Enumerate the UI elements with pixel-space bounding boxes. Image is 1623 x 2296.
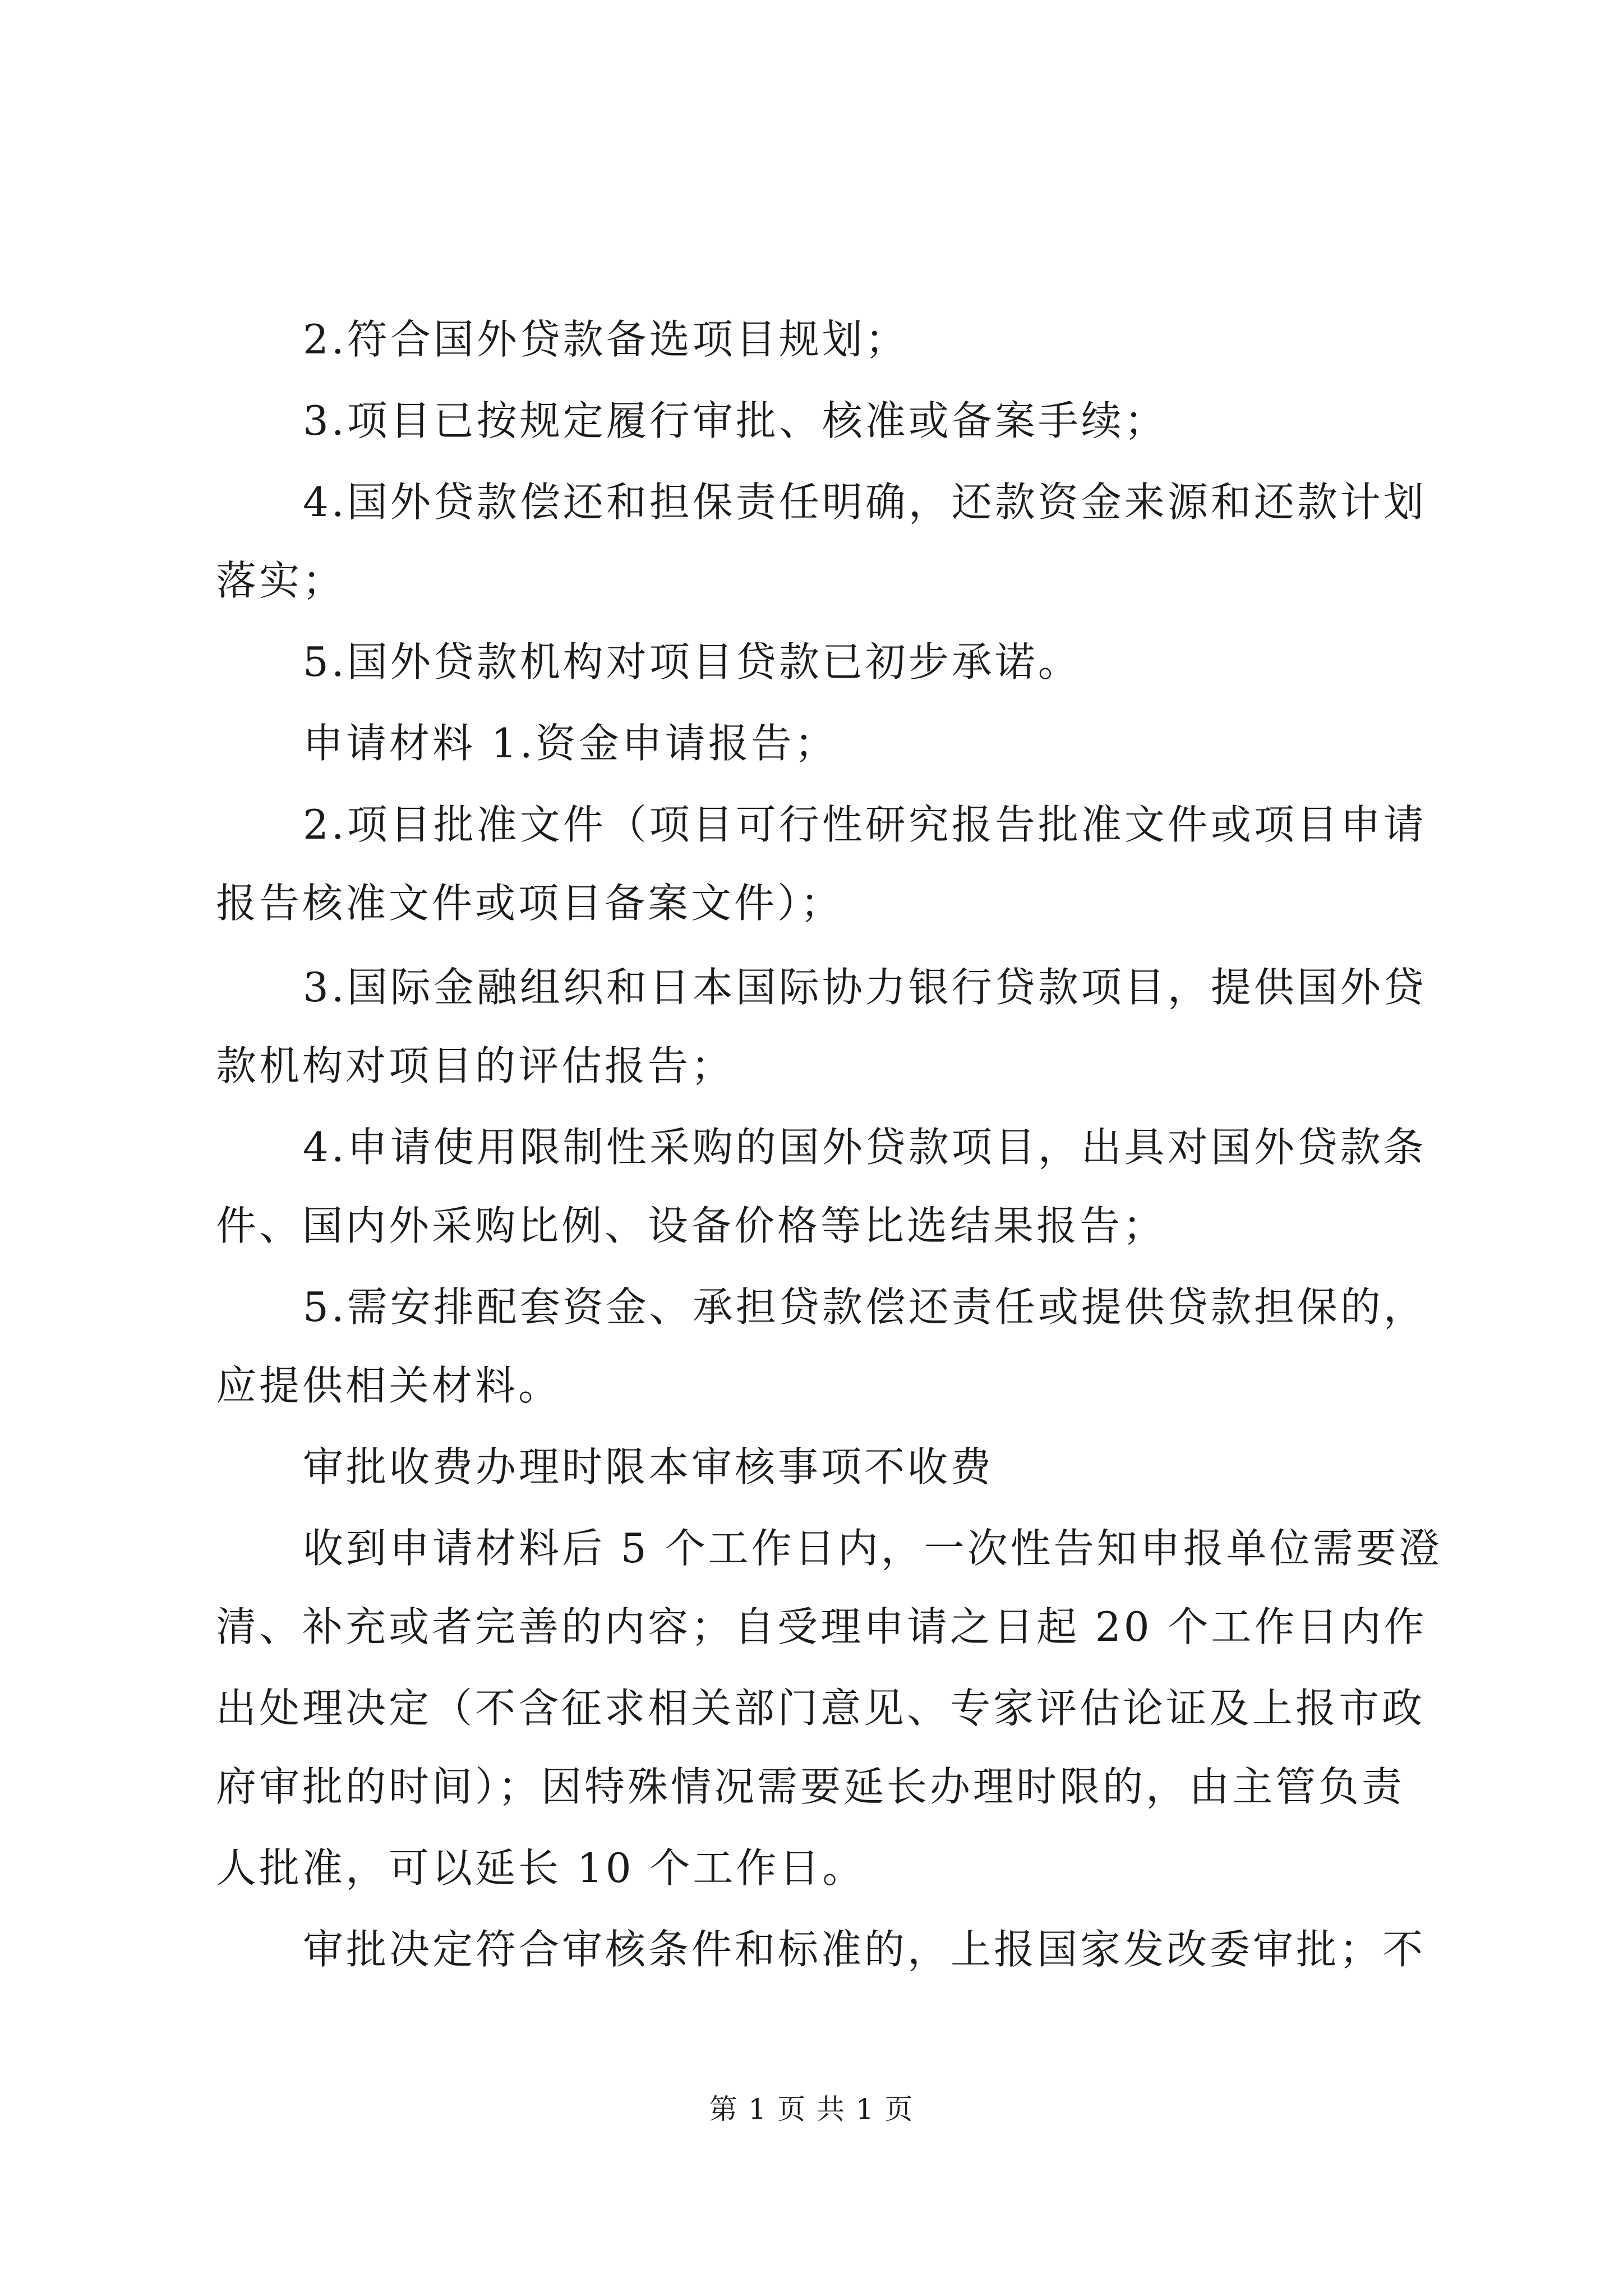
text-line-7: 2.项目批准文件（项目可行性研究报告批准文件或项目申请	[303, 801, 1427, 848]
text-line-12: 件、国内外采购比例、设备价格等比选结果报告；	[216, 1202, 1166, 1249]
text-line-4: 落实；	[216, 557, 346, 604]
text-line-20: 人批准，可以延长 10 个工作日。	[216, 1844, 866, 1892]
text-line-21: 审批决定符合审核条件和标准的，上报国家发改委审批；不	[303, 1926, 1426, 1973]
text-line-8: 报告核准文件或项目备案文件）；	[216, 880, 844, 927]
text-line-13: 5.需安排配套资金、承担贷款偿还责任或提供贷款担保的，	[303, 1283, 1427, 1331]
text-line-2: 3.项目已按规定履行审批、核准或备案手续；	[303, 397, 1168, 444]
text-line-19: 府审批的时间）；因特殊情况需要延长办理时限的，由主管负责	[216, 1763, 1405, 1810]
text-line-1: 2.符合国外贷款备选项目规划；	[303, 316, 909, 363]
text-line-9: 3.国际金融组织和日本国际协力银行贷款项目，提供国外贷	[303, 964, 1427, 1011]
text-line-17: 清、补充或者完善的内容；自受理申请之日起 20 个工作日内作	[216, 1603, 1427, 1650]
text-line-3: 4.国外贷款偿还和担保责任明确，还款资金来源和还款计划	[303, 478, 1427, 526]
text-line-6: 申请材料 1.资金申请报告；	[303, 720, 838, 767]
text-line-16: 收到申请材料后 5 个工作日内，一次性告知申报单位需要澄	[303, 1525, 1442, 1572]
text-line-11: 4.申请使用限制性采购的国外贷款项目，出具对国外贷款条	[303, 1124, 1427, 1171]
text-line-10: 款机构对项目的评估报告；	[216, 1042, 735, 1089]
text-line-15: 审批收费办理时限本审核事项不收费	[303, 1443, 994, 1490]
text-line-18: 出处理决定（不含征求相关部门意见、专家评估论证及上报市政	[216, 1685, 1426, 1732]
text-line-5: 5.国外贷款机构对项目贷款已初步承诺。	[303, 638, 1081, 685]
page-footer: 第 1 页 共 1 页	[709, 2093, 914, 2125]
text-line-14: 应提供相关材料。	[216, 1362, 562, 1409]
